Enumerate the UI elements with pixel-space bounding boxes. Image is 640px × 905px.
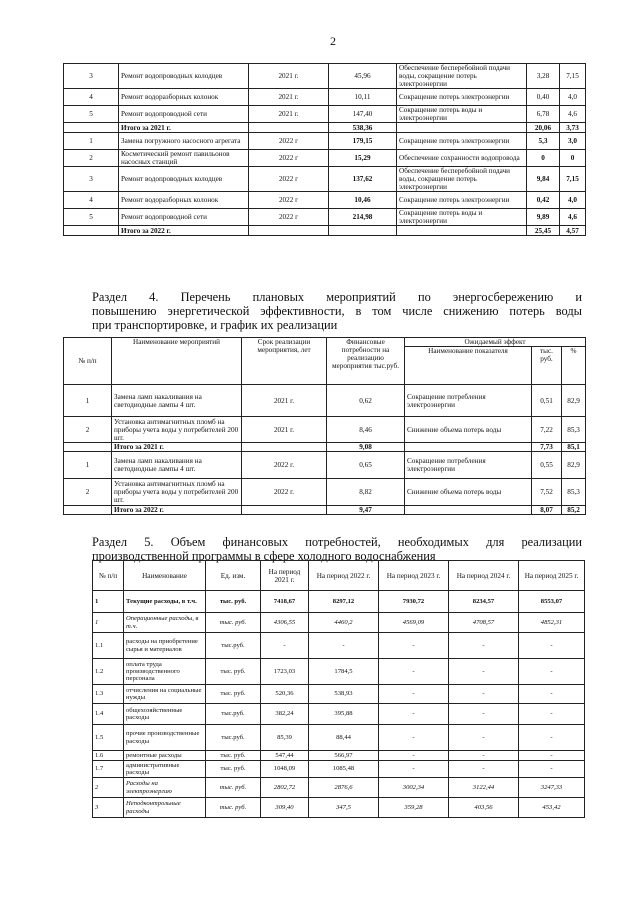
table-row bbox=[93, 704, 585, 725]
section4-title-line: при транспортировке, и график их реализации bbox=[92, 318, 338, 332]
effect-percent: 85,3 bbox=[562, 479, 586, 506]
value-2022: 4460,2 bbox=[309, 613, 379, 633]
value-2021: 309,40 bbox=[261, 798, 309, 818]
measure-term: 2021 г. bbox=[242, 385, 327, 417]
measure-effect: Сокращение потерь электроэнергии bbox=[397, 133, 527, 150]
measure-financing: 0,62 bbox=[327, 385, 405, 417]
value-2022: 1085,48 bbox=[309, 761, 379, 778]
value-2025: - bbox=[519, 633, 585, 659]
value-2021: 382,24 bbox=[261, 704, 309, 725]
measure-amount bbox=[329, 226, 397, 236]
row-number: 1.6 bbox=[93, 751, 124, 761]
measure-effect: Обеспечение бесперебойной подачи воды, сокращение потерь электроэнергии bbox=[397, 167, 527, 192]
table-row bbox=[93, 725, 585, 751]
expense-name: Неподконтрольные расходы bbox=[124, 798, 206, 818]
section4-title bbox=[92, 290, 582, 332]
measure-term bbox=[242, 443, 327, 452]
table-row bbox=[64, 123, 586, 133]
expense-unit: тыс. руб. bbox=[206, 778, 261, 798]
row-number bbox=[64, 443, 112, 452]
expense-name: Операционные расходы, в т.ч. bbox=[124, 613, 206, 633]
measure-effect: Обеспечение сохранности водопровода bbox=[397, 150, 527, 167]
measure-effect: Сокращение потерь электроэнергии bbox=[397, 89, 527, 106]
value-2025: - bbox=[519, 659, 585, 685]
col-header-expected-effect: Ожидаемый эффект bbox=[405, 338, 586, 347]
measure-effect: Сокращение потерь воды и электроэнергии bbox=[397, 106, 527, 123]
row-number bbox=[64, 506, 112, 515]
row-number: 3 bbox=[93, 798, 124, 818]
value-2024: - bbox=[449, 725, 519, 751]
table-row bbox=[93, 633, 585, 659]
value-2022: 347,5 bbox=[309, 798, 379, 818]
effect-percent: 4,57 bbox=[560, 226, 586, 236]
col-header-2023: На период 2023 г. bbox=[379, 561, 449, 591]
value-2025: - bbox=[519, 761, 585, 778]
measure-term bbox=[242, 506, 327, 515]
value-2021: 547,44 bbox=[261, 751, 309, 761]
value-2023: - bbox=[379, 685, 449, 704]
measure-effect bbox=[397, 226, 527, 236]
value-2025: 8553,07 bbox=[519, 591, 585, 613]
measure-name: Установка антимагнитных пломб на приборы учета воды у потребителей 200 шт. bbox=[112, 417, 242, 443]
value-2024: - bbox=[449, 633, 519, 659]
table-row bbox=[64, 167, 586, 192]
effect-rub: 5,3 bbox=[527, 133, 560, 150]
row-number: 3 bbox=[64, 167, 119, 192]
measure-term: 2021 г. bbox=[242, 417, 327, 443]
value-2022: 8297,12 bbox=[309, 591, 379, 613]
value-2025: - bbox=[519, 751, 585, 761]
row-number: 2 bbox=[64, 479, 112, 506]
measure-year: 2022 г bbox=[249, 167, 329, 192]
table-financial-needs bbox=[92, 560, 585, 818]
table-row bbox=[64, 64, 586, 89]
expense-unit: тыс. руб. bbox=[206, 613, 261, 633]
row-number: 2 bbox=[64, 150, 119, 167]
measure-year bbox=[249, 123, 329, 133]
measure-year bbox=[249, 226, 329, 236]
measure-amount: 179,15 bbox=[329, 133, 397, 150]
measure-name: Замена погружного насосного агрегата bbox=[119, 133, 249, 150]
effect-rub: 6,78 bbox=[527, 106, 560, 123]
effect-rub: 9,84 bbox=[527, 167, 560, 192]
table-row bbox=[93, 778, 585, 798]
row-number: 1.7 bbox=[93, 761, 124, 778]
value-2021: 1723,03 bbox=[261, 659, 309, 685]
measure-financing: 9,08 bbox=[327, 443, 405, 452]
value-2025: 4852,31 bbox=[519, 613, 585, 633]
measure-financing: 8,82 bbox=[327, 479, 405, 506]
table-row bbox=[64, 506, 586, 515]
value-2022: 1784,5 bbox=[309, 659, 379, 685]
value-2023: - bbox=[379, 725, 449, 751]
table-measures-continued bbox=[63, 63, 586, 236]
value-2021: 520,36 bbox=[261, 685, 309, 704]
effect-rub: 0,40 bbox=[527, 89, 560, 106]
table-row bbox=[64, 226, 586, 236]
table-row bbox=[64, 443, 586, 452]
value-2025: 3247,33 bbox=[519, 778, 585, 798]
table-row bbox=[64, 192, 586, 209]
expense-unit: тыс. руб. bbox=[206, 659, 261, 685]
measure-amount: 10,11 bbox=[329, 89, 397, 106]
measure-financing: 8,46 bbox=[327, 417, 405, 443]
effect-percent: 4,6 bbox=[560, 209, 586, 226]
value-2021: 1048,09 bbox=[261, 761, 309, 778]
value-2025: - bbox=[519, 704, 585, 725]
value-2023: 359,28 bbox=[379, 798, 449, 818]
measure-year: 2022 г bbox=[249, 209, 329, 226]
row-number: 1 bbox=[64, 385, 112, 417]
effect-indicator: Снижение объема потерь воды bbox=[405, 479, 532, 506]
value-2024: 8234,57 bbox=[449, 591, 519, 613]
col-header-number: № п/п bbox=[64, 338, 112, 385]
measure-amount: 15,29 bbox=[329, 150, 397, 167]
measure-name: Замена ламп накаливания на светодиодные лампы 4 шт. bbox=[112, 385, 242, 417]
row-number: 1 bbox=[64, 452, 112, 479]
effect-percent: 4,0 bbox=[560, 192, 586, 209]
section5-title bbox=[92, 535, 582, 563]
row-number: 4 bbox=[64, 89, 119, 106]
measure-effect: Обеспечение бесперебойной подачи воды, сокращение потерь электроэнергии bbox=[397, 64, 527, 89]
table-row bbox=[93, 798, 585, 818]
value-2025: - bbox=[519, 725, 585, 751]
effect-percent: 85,3 bbox=[562, 417, 586, 443]
effect-rub: 9,89 bbox=[527, 209, 560, 226]
value-2022: 395,88 bbox=[309, 704, 379, 725]
expense-name: прочие производственные расходы bbox=[124, 725, 206, 751]
measure-amount: 137,62 bbox=[329, 167, 397, 192]
value-2021: 7418,67 bbox=[261, 591, 309, 613]
row-number bbox=[64, 226, 119, 236]
measure-effect: Сокращение потерь воды и электроэнергии bbox=[397, 209, 527, 226]
table-row bbox=[64, 417, 586, 443]
value-2023: - bbox=[379, 659, 449, 685]
effect-percent: 7,15 bbox=[560, 64, 586, 89]
measure-name: Итого за 2021 г. bbox=[119, 123, 249, 133]
row-number: 1.1 bbox=[93, 633, 124, 659]
measure-term: 2022 г. bbox=[242, 479, 327, 506]
table-row bbox=[64, 106, 586, 123]
measure-amount: 45,96 bbox=[329, 64, 397, 89]
measure-name: Ремонт водоразборных колонок bbox=[119, 192, 249, 209]
effect-percent: 7,15 bbox=[560, 167, 586, 192]
section4-title-line: Раздел 4. Перечень плановых мероприятий по энергосбережению и bbox=[92, 290, 582, 304]
measure-effect bbox=[397, 123, 527, 133]
value-2024: 4708,57 bbox=[449, 613, 519, 633]
expense-name: ремонтные расходы bbox=[124, 751, 206, 761]
row-number: 5 bbox=[64, 209, 119, 226]
effect-rub: 25,45 bbox=[527, 226, 560, 236]
table-row bbox=[64, 479, 586, 506]
effect-indicator bbox=[405, 506, 532, 515]
effect-percent: 3,73 bbox=[560, 123, 586, 133]
expense-name: расходы на приобретение сырья и материалов bbox=[124, 633, 206, 659]
table-row bbox=[93, 761, 585, 778]
measure-name: Косметический ремонт павильонов насосных станций bbox=[119, 150, 249, 167]
col-header-unit: Ед. изм. bbox=[206, 561, 261, 591]
effect-percent: 4,0 bbox=[560, 89, 586, 106]
row-number: 2 bbox=[93, 778, 124, 798]
expense-unit: тыс. руб. bbox=[206, 685, 261, 704]
col-header-financing: Финансовые потребности на реализацию мероприятия тыс.руб. bbox=[327, 338, 405, 385]
table-row bbox=[93, 591, 585, 613]
measure-name: Ремонт водопроводной сети bbox=[119, 209, 249, 226]
expense-name: Текущие расходы, в т.ч. bbox=[124, 591, 206, 613]
measure-name: Замена ламп накаливания на светодиодные лампы 4 шт. bbox=[112, 452, 242, 479]
measure-name: Итого за 2021 г. bbox=[112, 443, 242, 452]
col-header-rub: тыс. руб. bbox=[532, 347, 562, 385]
value-2022: - bbox=[309, 633, 379, 659]
table-energy-saving-plan bbox=[63, 337, 586, 515]
value-2023: - bbox=[379, 633, 449, 659]
measure-year: 2022 г bbox=[249, 133, 329, 150]
row-number: 2 bbox=[64, 417, 112, 443]
effect-indicator: Снижение объема потерь воды bbox=[405, 417, 532, 443]
value-2022: 88,44 bbox=[309, 725, 379, 751]
value-2025: - bbox=[519, 685, 585, 704]
expense-unit: тыс. руб. bbox=[206, 798, 261, 818]
row-number: 5 bbox=[64, 106, 119, 123]
effect-indicator bbox=[405, 443, 532, 452]
table-row bbox=[64, 89, 586, 106]
value-2024: 403,56 bbox=[449, 798, 519, 818]
measure-amount: 10,46 bbox=[329, 192, 397, 209]
effect-rub: 7,22 bbox=[532, 417, 562, 443]
effect-percent: 82,9 bbox=[562, 452, 586, 479]
measure-name: Установка антимагнитных пломб на приборы учета воды у потребителей 200 шт. bbox=[112, 479, 242, 506]
measure-name: Ремонт водопроводных колодцев bbox=[119, 167, 249, 192]
expense-unit: тыс. руб. bbox=[206, 751, 261, 761]
section5-title-line: Раздел 5. Объем финансовых потребностей, необходимых для реализации bbox=[92, 535, 582, 549]
effect-rub: 7,73 bbox=[532, 443, 562, 452]
value-2023: - bbox=[379, 761, 449, 778]
effect-indicator: Сокращение потребления электроэнергии bbox=[405, 452, 532, 479]
effect-percent: 4,6 bbox=[560, 106, 586, 123]
col-header-indicator: Наименование показателя bbox=[405, 347, 532, 385]
table-row bbox=[64, 133, 586, 150]
expense-unit: тыс. руб. bbox=[206, 591, 261, 613]
col-header-2022: На период 2022 г. bbox=[309, 561, 379, 591]
row-number: 1.2 bbox=[93, 659, 124, 685]
measure-financing: 0,65 bbox=[327, 452, 405, 479]
col-header-number: № п/п bbox=[93, 561, 124, 591]
table-row bbox=[93, 751, 585, 761]
expense-name: административные расходы bbox=[124, 761, 206, 778]
effect-rub: 0 bbox=[527, 150, 560, 167]
effect-indicator: Сокращение потребления электроэнергии bbox=[405, 385, 532, 417]
value-2023: 7930,72 bbox=[379, 591, 449, 613]
row-number bbox=[64, 123, 119, 133]
measure-financing: 9,47 bbox=[327, 506, 405, 515]
measure-amount: 214,98 bbox=[329, 209, 397, 226]
row-number: 4 bbox=[64, 192, 119, 209]
expense-name: оплата труда производственного персонала bbox=[124, 659, 206, 685]
measure-year: 2022 г bbox=[249, 150, 329, 167]
col-header-2024: На период 2024 г. bbox=[449, 561, 519, 591]
effect-rub: 8,07 bbox=[532, 506, 562, 515]
row-number: 1 bbox=[93, 613, 124, 633]
col-header-2021: На период 2021 г. bbox=[261, 561, 309, 591]
value-2024: - bbox=[449, 704, 519, 725]
effect-rub: 7,52 bbox=[532, 479, 562, 506]
measure-name: Ремонт водопроводной сети bbox=[119, 106, 249, 123]
table-row bbox=[64, 452, 586, 479]
table-row bbox=[64, 385, 586, 417]
effect-percent: 0 bbox=[560, 150, 586, 167]
effect-percent: 85,2 bbox=[562, 506, 586, 515]
value-2021: 2802,72 bbox=[261, 778, 309, 798]
measure-name: Ремонт водоразборных колонок bbox=[119, 89, 249, 106]
measure-year: 2021 г. bbox=[249, 64, 329, 89]
value-2024: - bbox=[449, 751, 519, 761]
expense-unit: тыс.руб. bbox=[206, 725, 261, 751]
value-2023: 4569,09 bbox=[379, 613, 449, 633]
col-header-term: Срок реализации мероприятия, лет bbox=[242, 338, 327, 385]
row-number: 3 bbox=[64, 64, 119, 89]
table-row bbox=[93, 659, 585, 685]
value-2023: 3002,34 bbox=[379, 778, 449, 798]
value-2023: - bbox=[379, 704, 449, 725]
value-2021: - bbox=[261, 633, 309, 659]
measure-name: Итого за 2022 г. bbox=[119, 226, 249, 236]
value-2024: 3122,44 bbox=[449, 778, 519, 798]
value-2021: 4306,55 bbox=[261, 613, 309, 633]
table-row bbox=[64, 209, 586, 226]
row-number: 1.4 bbox=[93, 704, 124, 725]
effect-rub: 3,28 bbox=[527, 64, 560, 89]
expense-name: общехозяйственные расходы bbox=[124, 704, 206, 725]
row-number: 1 bbox=[93, 591, 124, 613]
page-number: 2 bbox=[330, 34, 336, 48]
effect-rub: 0,55 bbox=[532, 452, 562, 479]
measure-year: 2021 г. bbox=[249, 89, 329, 106]
value-2024: - bbox=[449, 659, 519, 685]
measure-year: 2021 г. bbox=[249, 106, 329, 123]
value-2022: 538,93 bbox=[309, 685, 379, 704]
expense-unit: тыс. руб. bbox=[206, 761, 261, 778]
effect-percent: 82,9 bbox=[562, 385, 586, 417]
section4-title-line: повышению энергетической эффективности, в том числе снижению потерь воды bbox=[92, 304, 582, 318]
effect-rub: 0,42 bbox=[527, 192, 560, 209]
table-row bbox=[93, 613, 585, 633]
value-2024: - bbox=[449, 761, 519, 778]
col-header-2025: На период 2025 г. bbox=[519, 561, 585, 591]
expense-unit: тыс.руб. bbox=[206, 704, 261, 725]
section5-title-line: производственной программы в сфере холодного водоснабжения bbox=[92, 549, 436, 563]
measure-effect: Сокращение потерь электроэнергии bbox=[397, 192, 527, 209]
expense-unit: тыс.руб. bbox=[206, 633, 261, 659]
measure-amount: 538,36 bbox=[329, 123, 397, 133]
value-2022: 566,97 bbox=[309, 751, 379, 761]
col-header-percent: % bbox=[562, 347, 586, 385]
measure-amount: 147,40 bbox=[329, 106, 397, 123]
expense-name: Расходы на электроэнергию bbox=[124, 778, 206, 798]
col-header-measure: Наименование мероприятий bbox=[112, 338, 242, 385]
effect-rub: 0,51 bbox=[532, 385, 562, 417]
effect-percent: 85,1 bbox=[562, 443, 586, 452]
row-number: 1.3 bbox=[93, 685, 124, 704]
value-2023: - bbox=[379, 751, 449, 761]
value-2024: - bbox=[449, 685, 519, 704]
effect-percent: 3,0 bbox=[560, 133, 586, 150]
row-number: 1.5 bbox=[93, 725, 124, 751]
table-row bbox=[64, 150, 586, 167]
value-2021: 85,39 bbox=[261, 725, 309, 751]
table-row bbox=[93, 685, 585, 704]
measure-name: Ремонт водопроводных колодцев bbox=[119, 64, 249, 89]
measure-name: Итого за 2022 г. bbox=[112, 506, 242, 515]
measure-term: 2022 г. bbox=[242, 452, 327, 479]
effect-rub: 20,06 bbox=[527, 123, 560, 133]
col-header-name: Наименование bbox=[124, 561, 206, 591]
value-2025: 453,42 bbox=[519, 798, 585, 818]
row-number: 1 bbox=[64, 133, 119, 150]
measure-year: 2022 г bbox=[249, 192, 329, 209]
value-2022: 2876,6 bbox=[309, 778, 379, 798]
expense-name: отчисления на социальные нужды bbox=[124, 685, 206, 704]
